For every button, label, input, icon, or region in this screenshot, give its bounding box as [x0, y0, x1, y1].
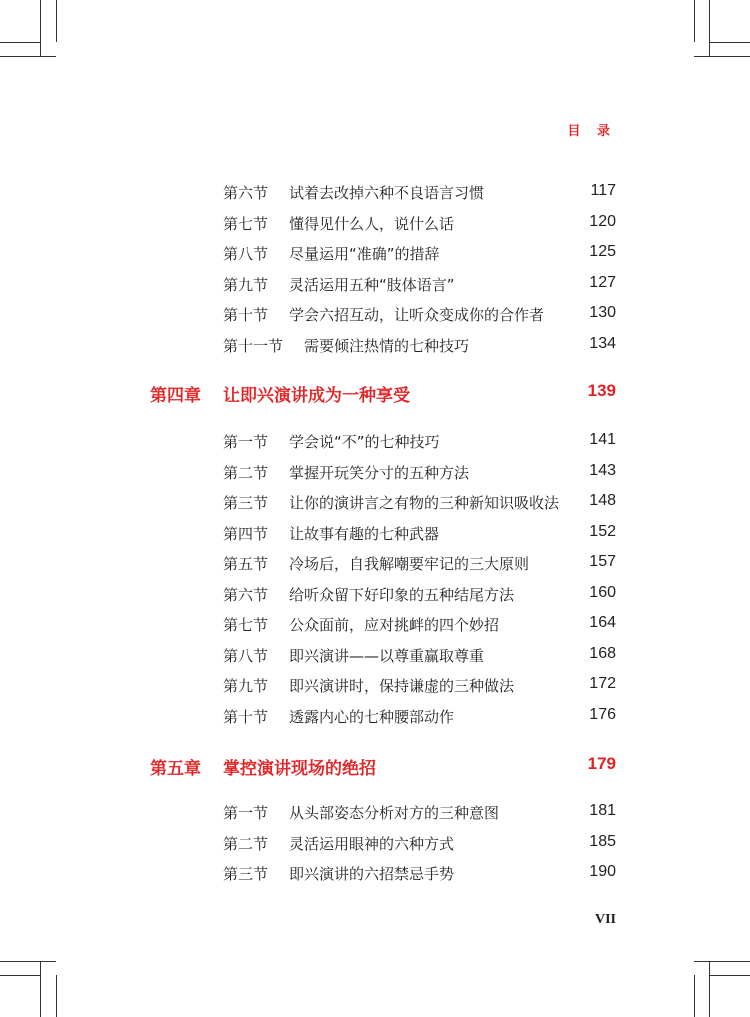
section-number: 第七节 [223, 616, 269, 634]
section-page-number: 190 [589, 863, 616, 880]
toc-section-row [0, 213, 750, 237]
section-title: 冷场后，自我解嘲要牢记的三大原则 [289, 555, 530, 573]
section-title: 从头部姿态分析对方的三种意图 [289, 804, 500, 822]
section-title: 掌握开玩笑分寸的五种方法 [289, 464, 470, 482]
toc-section-row [0, 614, 750, 638]
section-number: 第一节 [223, 433, 269, 451]
toc-section-row [0, 706, 750, 730]
section-title: 需要倾注热情的七种技巧 [304, 337, 470, 355]
section-title: 懂得见什么人，说什么话 [289, 215, 455, 233]
section-number: 第九节 [223, 677, 269, 695]
section-page-number: 143 [589, 462, 616, 479]
section-number: 第十节 [223, 306, 269, 324]
section-title: 尽量运用“准确”的措辞 [289, 245, 440, 263]
section-number: 第八节 [223, 647, 269, 665]
chapter-page-number: 179 [587, 754, 616, 773]
section-page-number: 181 [589, 802, 616, 819]
section-title: 即兴演讲——以尊重赢取尊重 [289, 647, 485, 665]
page-number-folio: VII [594, 912, 616, 927]
section-page-number: 125 [589, 243, 616, 260]
section-number: 第二节 [223, 464, 269, 482]
section-number: 第六节 [223, 184, 269, 202]
toc-section-row [0, 304, 750, 328]
running-header-title: 目 录 [567, 124, 616, 139]
section-number: 第十节 [223, 708, 269, 726]
chapter-title: 掌控演讲现场的绝招 [223, 759, 376, 779]
section-title: 灵活运用眼神的六种方式 [289, 835, 455, 853]
section-page-number: 130 [589, 304, 616, 321]
section-title: 透露内心的七种腰部动作 [289, 708, 455, 726]
section-title: 学会说“不”的七种技巧 [289, 433, 440, 451]
section-title: 即兴演讲时，保持谦虚的三种做法 [289, 677, 515, 695]
section-number: 第三节 [223, 865, 269, 883]
toc-section-row [0, 431, 750, 455]
toc-section-row [0, 675, 750, 699]
toc-section-row [0, 645, 750, 669]
section-number: 第七节 [223, 215, 269, 233]
section-number: 第五节 [223, 555, 269, 573]
section-number: 第十一节 [223, 337, 284, 355]
section-page-number: 168 [589, 645, 616, 662]
section-number: 第六节 [223, 586, 269, 604]
section-title: 让故事有趣的七种武器 [289, 525, 440, 543]
section-title: 灵活运用五种“肢体语言” [289, 276, 455, 294]
chapter-number: 第四章 [150, 386, 201, 406]
chapter-number: 第五章 [150, 759, 201, 779]
section-page-number: 172 [589, 675, 616, 692]
toc-section-row [0, 335, 750, 359]
section-page-number: 148 [589, 492, 616, 509]
section-number: 第四节 [223, 525, 269, 543]
section-title: 让你的演讲言之有物的三种新知识吸收法 [289, 494, 560, 512]
section-title: 试着去改掉六种不良语言习惯 [289, 184, 485, 202]
section-page-number: 160 [589, 584, 616, 601]
section-number: 第一节 [223, 804, 269, 822]
toc-section-row [0, 492, 750, 516]
toc-section-row [0, 182, 750, 206]
section-page-number: 120 [589, 213, 616, 230]
section-page-number: 117 [590, 182, 616, 199]
section-page-number: 176 [589, 706, 616, 723]
section-title: 学会六招互动，让听众变成你的合作者 [289, 306, 545, 324]
section-page-number: 134 [589, 335, 616, 352]
section-page-number: 152 [589, 523, 616, 540]
toc-section-row [0, 833, 750, 857]
toc-section-row [0, 462, 750, 486]
section-page-number: 127 [589, 274, 616, 291]
section-number: 第三节 [223, 494, 269, 512]
chapter-title: 让即兴演讲成为一种享受 [223, 386, 410, 406]
toc-chapter-row [0, 381, 750, 405]
section-page-number: 185 [589, 833, 616, 850]
toc-section-row [0, 523, 750, 547]
toc-section-row [0, 553, 750, 577]
toc-section-row [0, 274, 750, 298]
toc-section-row [0, 243, 750, 267]
toc-section-row [0, 802, 750, 826]
toc-section-row [0, 584, 750, 608]
section-number: 第九节 [223, 276, 269, 294]
section-page-number: 164 [589, 614, 616, 631]
section-page-number: 157 [589, 553, 616, 570]
section-number: 第八节 [223, 245, 269, 263]
section-title: 即兴演讲的六招禁忌手势 [289, 865, 455, 883]
section-title: 给听众留下好印象的五种结尾方法 [289, 586, 515, 604]
toc-section-row [0, 863, 750, 887]
toc-chapter-row [0, 754, 750, 778]
section-number: 第二节 [223, 835, 269, 853]
section-title: 公众面前，应对挑衅的四个妙招 [289, 616, 500, 634]
section-page-number: 141 [589, 431, 616, 448]
chapter-page-number: 139 [587, 381, 616, 400]
